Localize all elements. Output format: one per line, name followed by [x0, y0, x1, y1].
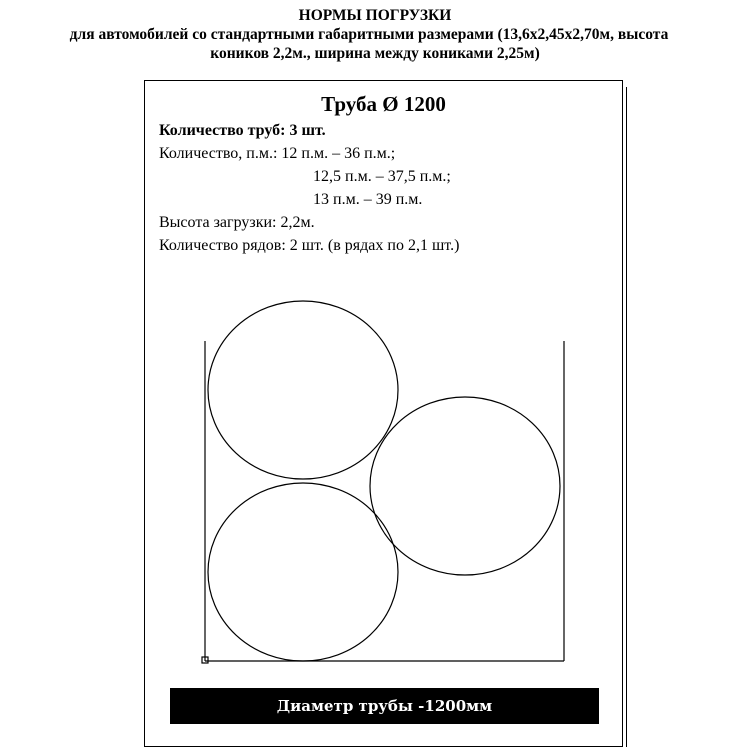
header-title: НОРМЫ ПОГРУЗКИ	[298, 7, 452, 24]
pipe-diameter-banner: Диаметр трубы -1200мм	[170, 688, 599, 724]
header-subtitle-line1: для автомобилей со стандартными габаритными размерами (13,6х2,45х2,70м, высота	[69, 26, 669, 43]
pipe-title: Труба Ø 1200	[321, 92, 446, 116]
pipe-count: Количество труб: 3 шт.	[159, 122, 326, 139]
length-line-2: 12,5 п.м. – 37,5 п.м.;	[313, 168, 451, 185]
length-line-3: 13 п.м. – 39 п.м.	[313, 191, 423, 208]
pipe-circle-bottom-left	[208, 483, 398, 661]
pipe-circle-right	[370, 397, 560, 575]
length-line-1: Количество, п.м.: 12 п.м. – 36 п.м.;	[159, 145, 396, 162]
header-subtitle-line2: коников 2,2м., ширина между кониками 2,25м)	[210, 45, 540, 62]
rows-count: Количество рядов: 2 шт. (в рядах по 2,1 шт.)	[159, 237, 460, 254]
load-height: Высота загрузки: 2,2м.	[159, 214, 315, 231]
pipe-circle-top-left	[208, 301, 398, 479]
